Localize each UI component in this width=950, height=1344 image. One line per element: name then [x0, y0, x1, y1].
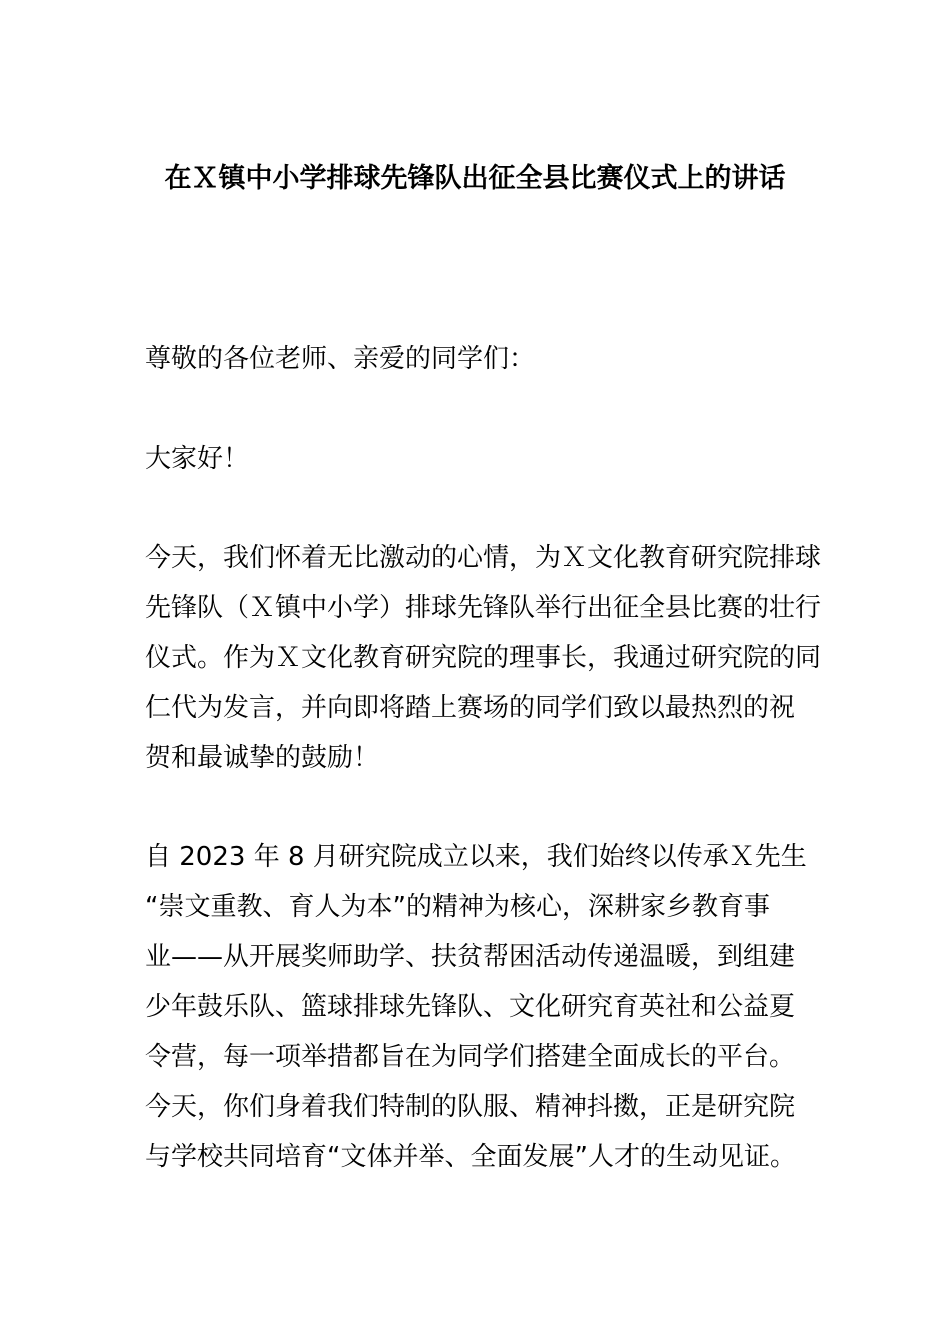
paragraph-line: 自 2023 年 8 月研究院成立以来，我们始终以传承Ｘ先生: [145, 842, 807, 872]
salutation-line: 尊敬的各位老师、亲爱的同学们：: [145, 344, 536, 374]
paragraph-line: 先锋队（Ｘ镇中小学）排球先锋队举行出征全县比赛的壮行: [145, 593, 822, 623]
paragraph-line: 仪式。作为Ｘ文化教育研究院的理事长，我通过研究院的同: [145, 643, 822, 673]
paragraph-line: 今天，我们怀着无比激动的心情，为Ｘ文化教育研究院排球: [145, 543, 822, 573]
paragraph-line: 仁代为发言，并向即将踏上赛场的同学们致以最热烈的祝: [145, 693, 796, 723]
hello-line: [145, 434, 807, 484]
document-title: 在Ｘ镇中小学排球先锋队出征全县比赛仪式上的讲话: [164, 163, 786, 194]
paragraph-line: 少年鼓乐队、篮球排球先锋队、文化研究育英社和公益夏: [145, 992, 796, 1022]
paragraph-line: 与学校共同培育“文体并举、全面发展”人才的生动见证。: [145, 1142, 796, 1172]
paragraph-line: 令营，每一项举措都旨在为同学们搭建全面成长的平台。: [145, 1042, 796, 1072]
salutation: [145, 334, 807, 384]
paragraph-line: 贺和最诚挚的鼓励！: [145, 743, 380, 773]
paragraph-line: “崇文重教、育人为本”的精神为核心，深耕家乡教育事: [145, 892, 770, 922]
paragraph-line: 业——从开展奖师助学、扶贫帮困活动传递温暖，到组建: [145, 942, 796, 972]
paragraph-line: 今天，你们身着我们特制的队服、精神抖擞，正是研究院: [145, 1092, 796, 1122]
hello-text: 大家好！: [145, 444, 250, 474]
paragraph-1: [145, 533, 822, 783]
paragraph-2: [145, 832, 807, 1182]
